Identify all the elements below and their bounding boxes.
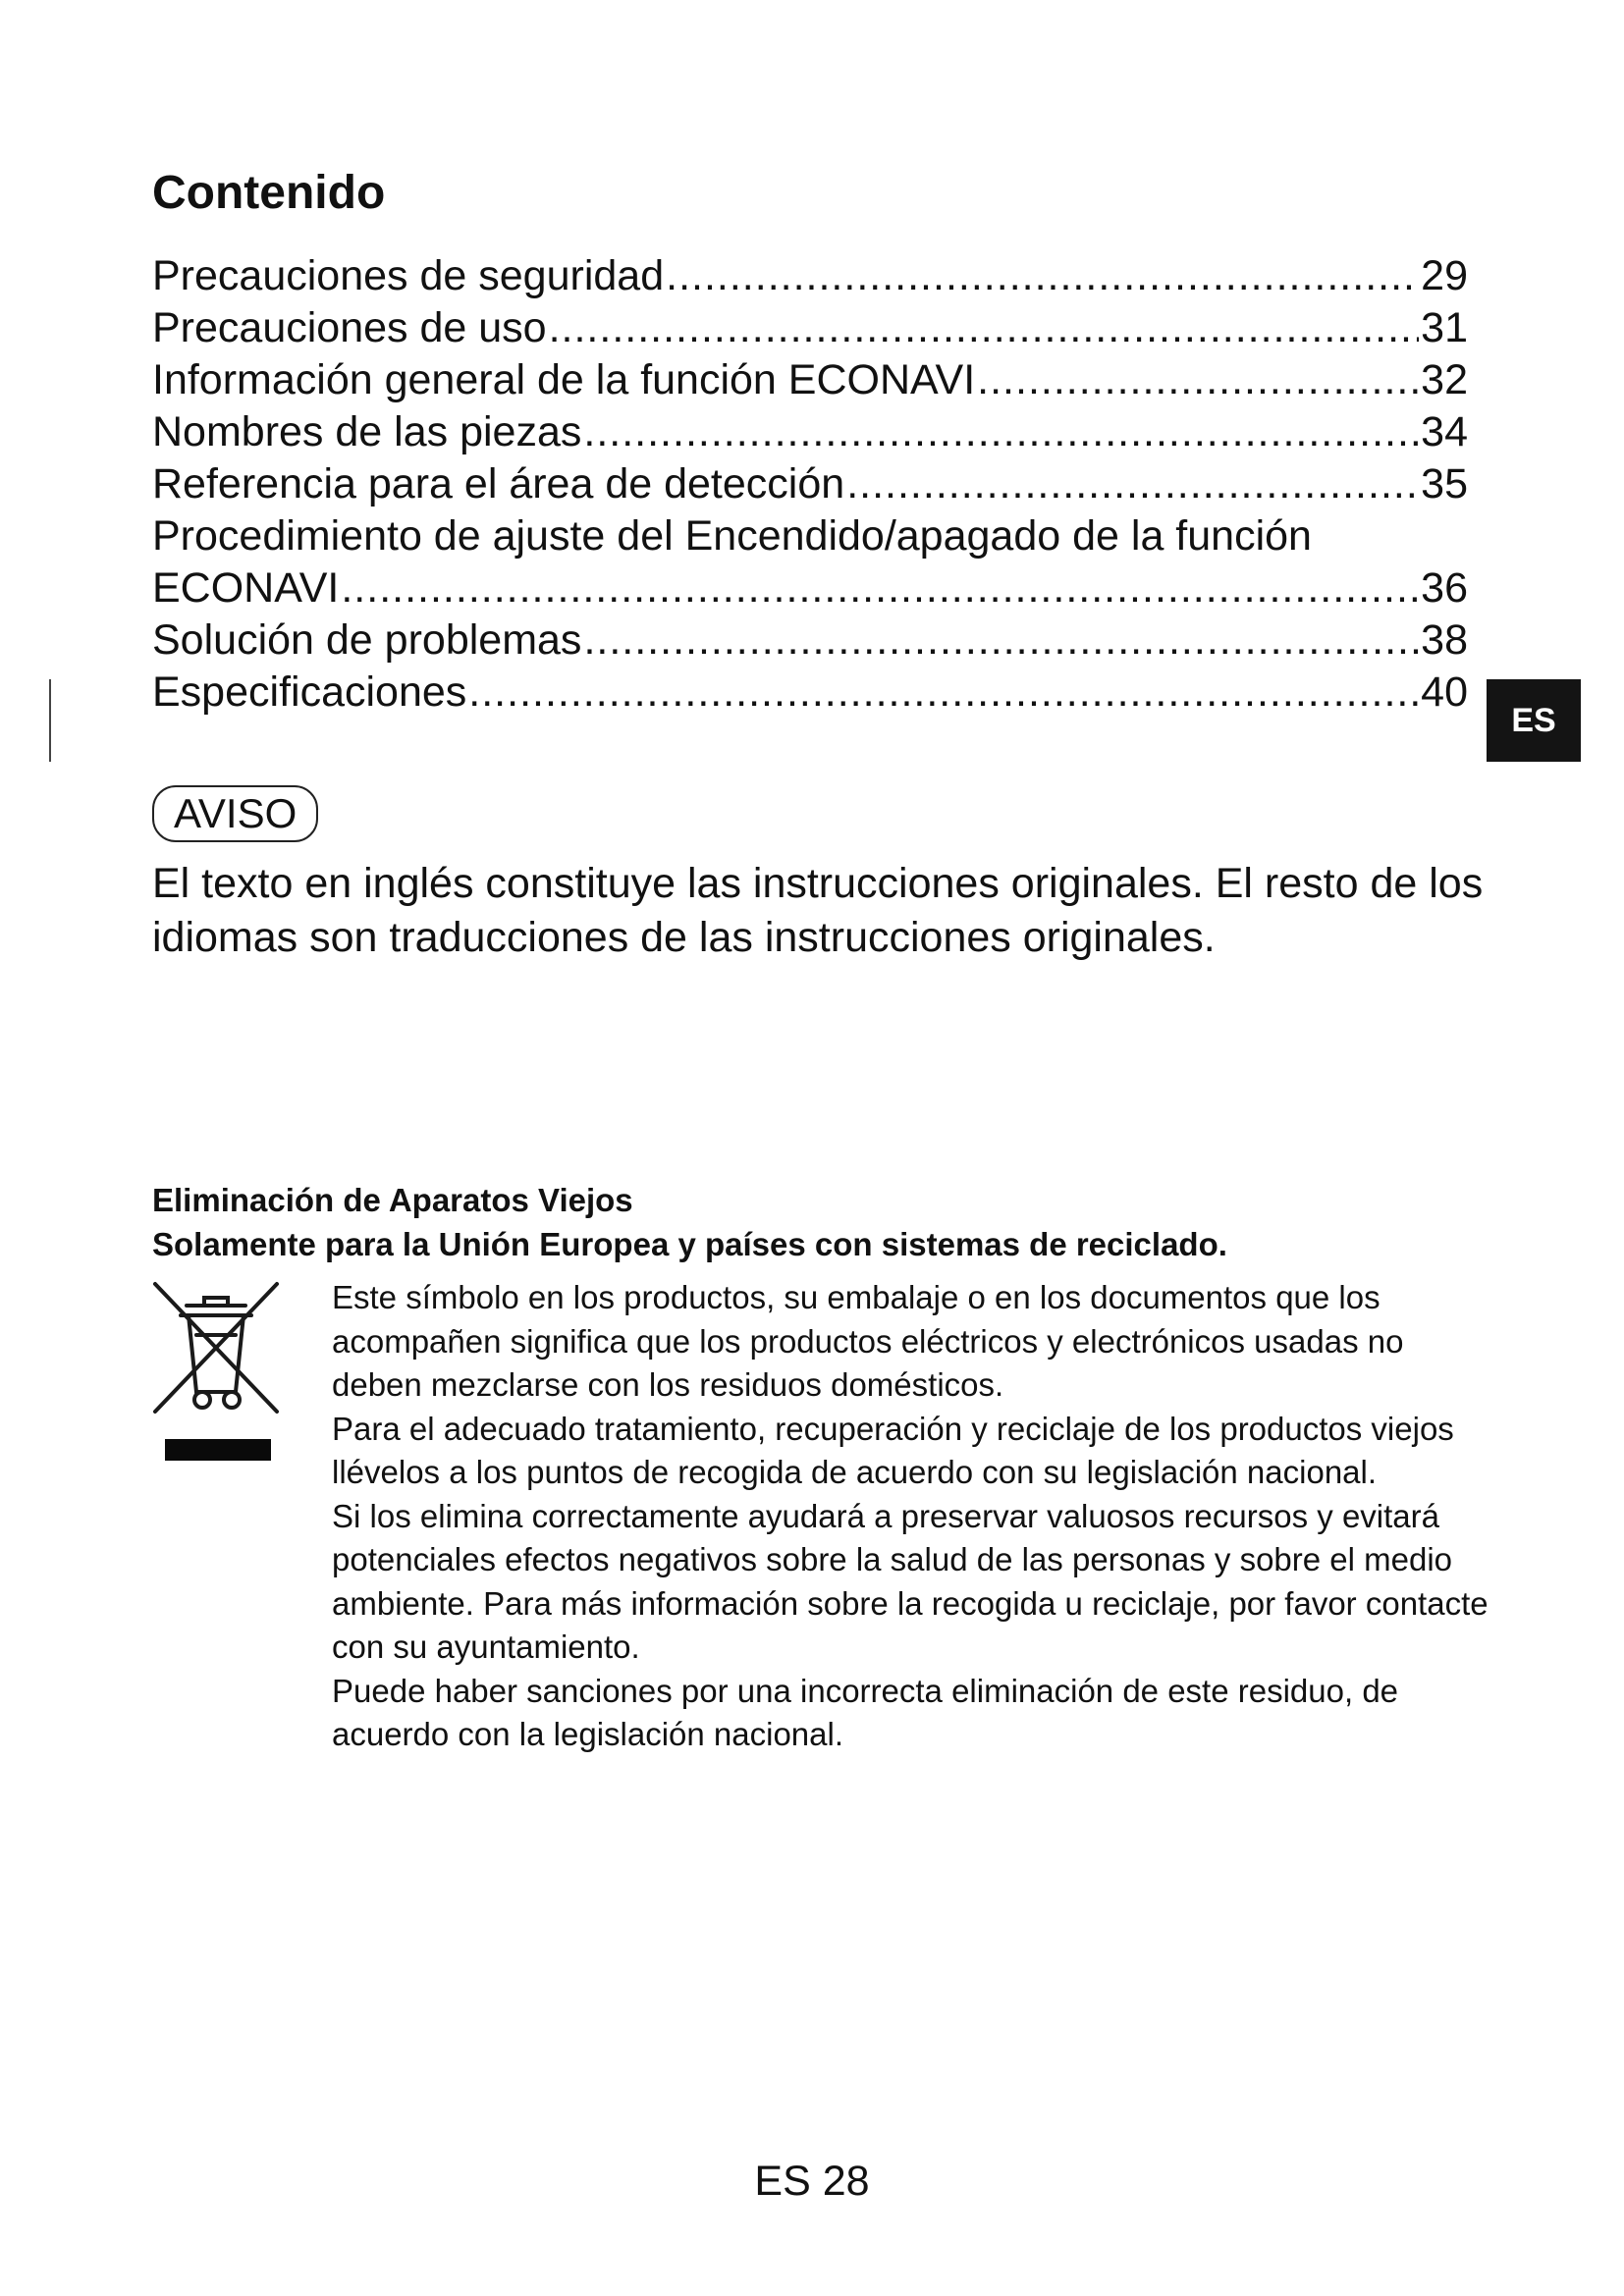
toc-entry-title: Especificaciones <box>152 668 467 716</box>
toc-entry-page: 29 <box>1421 252 1468 299</box>
toc-entry-page: 40 <box>1421 668 1468 716</box>
toc-dot-leader <box>977 354 1419 406</box>
toc-entry-detection-area[interactable] <box>152 458 1468 510</box>
disposal-paragraph: Este símbolo en los productos, su embalaje o en los documentos que los acompañen significa que los productos eléctricos y electrónicos usadas no deben mezclarse con los residuos domésticos. <box>332 1279 1404 1403</box>
toc-entry-title: ECONAVI <box>152 564 340 612</box>
toc-dot-leader <box>341 562 1419 614</box>
toc-dot-leader <box>549 302 1420 354</box>
disposal-paragraph: Si los elimina correctamente ayudará a preservar valuosos recursos y evitará potenciales efectos negativos sobre la salud de las personas y sobre el medio ambiente. Para más información sobre la recogida u reciclaje, por favor contacte con su ayuntamiento. <box>332 1497 1489 1665</box>
toc-entry-title: Referencia para el área de detección <box>152 460 845 507</box>
language-tab: ES <box>1487 679 1581 762</box>
toc-entry-title: Solución de problemas <box>152 616 582 664</box>
disposal-title: Eliminación de Aparatos Viejos <box>152 1182 633 1218</box>
toc-entry-title: Procedimiento de ajuste del Encendido/apagado de la función <box>152 512 1312 560</box>
disposal-subtitle: Solamente para la Unión Europea y países con sistemas de reciclado. <box>152 1226 1227 1262</box>
toc-dot-leader <box>583 614 1419 667</box>
toc-entry-page: 34 <box>1421 408 1468 455</box>
notice-label: AVISO <box>174 790 298 836</box>
disposal-paragraph: Puede haber sanciones por una incorrecta eliminación de este residuo, de acuerdo con la legislación nacional. <box>332 1672 1399 1752</box>
crossed-out-wheelie-bin-icon <box>147 1276 285 1472</box>
toc-entry-page: 31 <box>1421 304 1468 351</box>
toc-entry-title: Precauciones de uso <box>152 304 547 351</box>
toc-entry-page: 32 <box>1421 356 1468 403</box>
toc-entry-page: 36 <box>1421 564 1468 612</box>
toc-entry-troubleshooting[interactable] <box>152 614 1468 667</box>
toc-entry-safety-precautions[interactable] <box>152 250 1468 302</box>
margin-rule <box>49 679 51 762</box>
toc-entry-usage-precautions[interactable] <box>152 302 1468 354</box>
toc-dot-leader <box>666 250 1419 302</box>
toc-entry-econavi-procedure-line1[interactable] <box>152 510 1468 562</box>
notice-text: El texto en inglés constituye las instrucciones originales. El resto de los idiomas son traducciones de las instrucciones originales. <box>152 860 1484 961</box>
toc-dot-leader <box>468 667 1419 719</box>
disposal-text <box>332 1276 1490 1757</box>
toc-entry-title: Precauciones de seguridad <box>152 252 665 299</box>
page-number: ES 28 <box>754 2158 870 2205</box>
table-of-contents <box>152 250 1468 719</box>
page-title: Contenido <box>152 167 386 219</box>
toc-entry-specifications[interactable] <box>152 667 1468 719</box>
notice-badge <box>152 785 318 842</box>
toc-entry-part-names[interactable] <box>152 406 1468 458</box>
disposal-heading <box>152 1178 1507 1266</box>
toc-entry-econavi-overview[interactable] <box>152 354 1468 406</box>
toc-entry-page: 38 <box>1421 616 1468 664</box>
toc-entry-page: 35 <box>1421 460 1468 507</box>
toc-entry-title: Información general de la función ECONAVI <box>152 356 976 403</box>
toc-entry-title: Nombres de las piezas <box>152 408 582 455</box>
toc-dot-leader <box>583 406 1419 458</box>
disposal-paragraph: Para el adecuado tratamiento, recuperación y reciclaje de los productos viejos llévelos a los puntos de recogida de acuerdo con su legislación nacional. <box>332 1410 1454 1490</box>
toc-dot-leader <box>846 458 1419 510</box>
toc-entry-econavi-procedure-line2[interactable] <box>152 562 1468 614</box>
